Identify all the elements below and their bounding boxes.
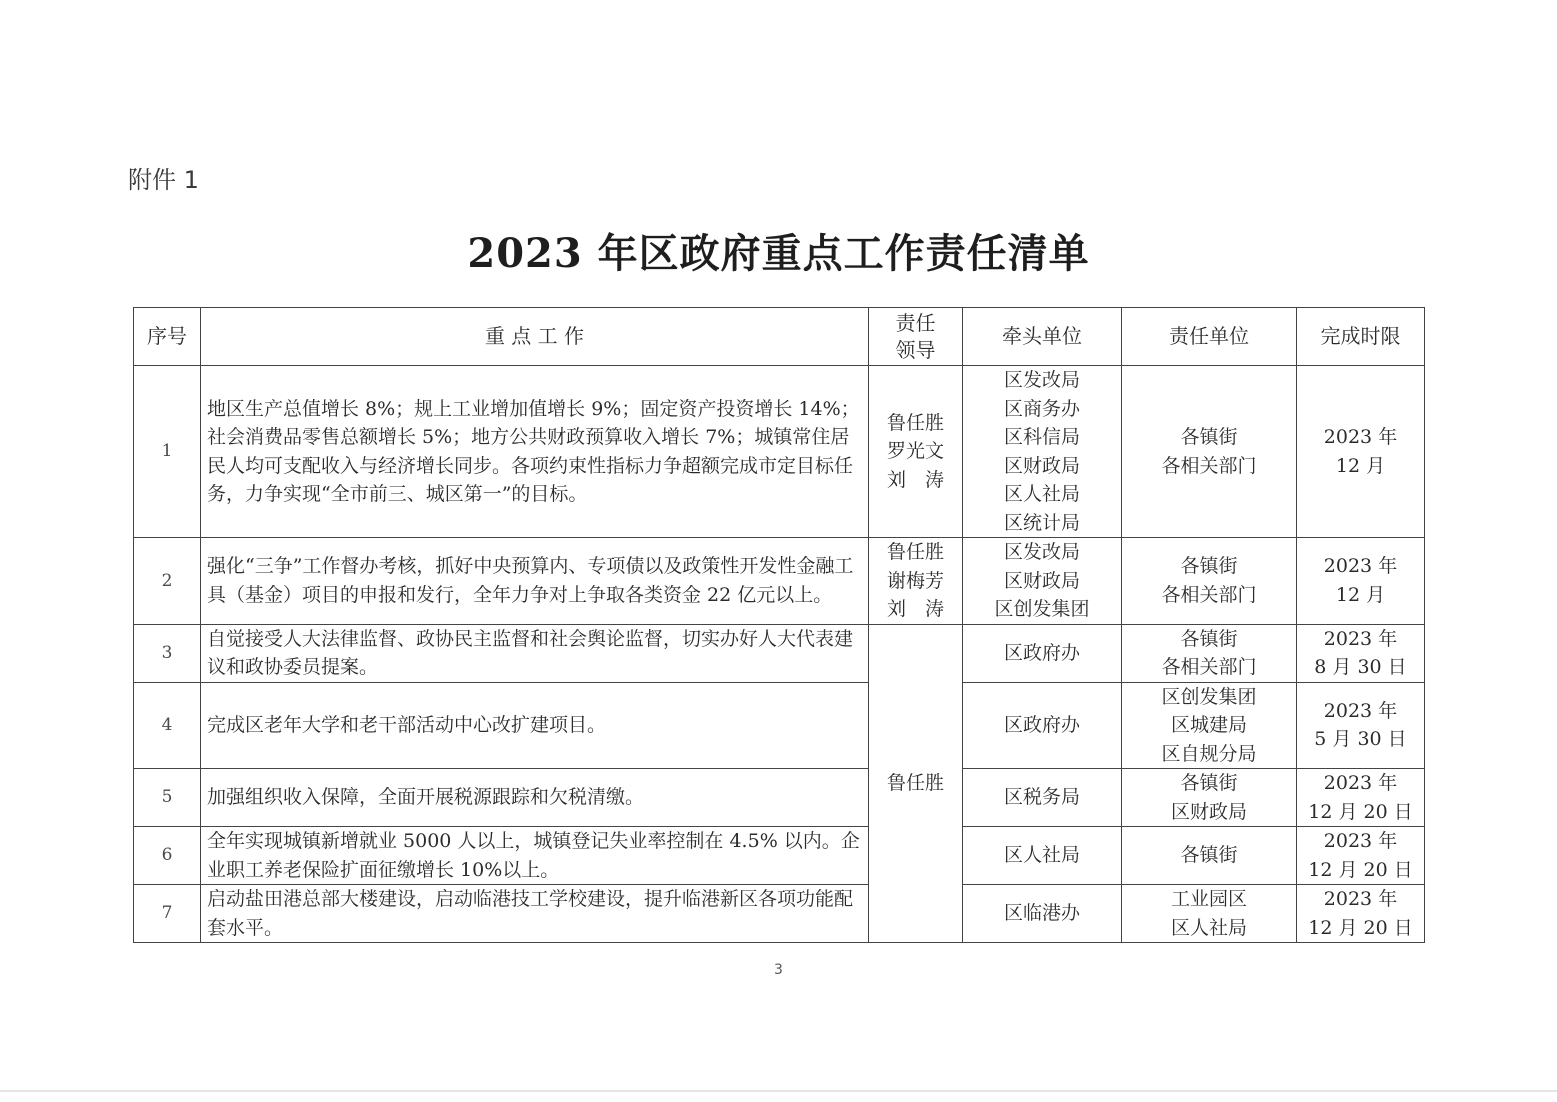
table-row — [134, 366, 1425, 538]
row-deadline: 2023 年 12 月 20 日 — [1297, 769, 1425, 827]
row-work: 加强组织收入保障，全面开展税源跟踪和欠税清缴。 — [201, 769, 869, 827]
document-title: 2023 年区政府重点工作责任清单 — [467, 230, 1090, 277]
row-seq: 5 — [134, 769, 201, 827]
table-row — [134, 827, 1425, 885]
row-lead-unit: 区人社局 — [963, 827, 1122, 885]
bottom-divider — [0, 1090, 1557, 1092]
table-row — [134, 769, 1425, 827]
row-deadline: 2023 年 12 月 — [1297, 538, 1425, 625]
row-deadline: 2023 年 12 月 — [1297, 366, 1425, 538]
header-seq: 序号 — [134, 308, 201, 366]
table-row — [134, 624, 1425, 682]
row-seq: 7 — [134, 885, 201, 943]
row-deadline: 2023 年 12 月 20 日 — [1297, 827, 1425, 885]
row-lead-unit: 区发改局 区财政局 区创发集团 — [963, 538, 1122, 625]
header-resp-unit: 责任单位 — [1122, 308, 1297, 366]
row-seq: 2 — [134, 538, 201, 625]
row-deadline: 2023 年 12 月 20 日 — [1297, 885, 1425, 943]
row-leader: 鲁任胜 谢梅芳 刘 涛 — [869, 538, 963, 625]
row-lead-unit: 区临港办 — [963, 885, 1122, 943]
row-work: 启动盐田港总部大楼建设，启动临港技工学校建设，提升临港新区各项功能配套水平。 — [201, 885, 869, 943]
row-resp-unit: 各镇街 区财政局 — [1122, 769, 1297, 827]
row-lead-unit: 区税务局 — [963, 769, 1122, 827]
row-work: 自觉接受人大法律监督、政协民主监督和社会舆论监督，切实办好人大代表建议和政协委员提案。 — [201, 624, 869, 682]
table-header-row — [134, 308, 1425, 366]
row-resp-unit: 各镇街 — [1122, 827, 1297, 885]
row-resp-unit: 各镇街 各相关部门 — [1122, 624, 1297, 682]
header-work: 重 点 工 作 — [201, 308, 869, 366]
attachment-label: 附件 1 — [128, 166, 199, 194]
row-work: 全年实现城镇新增就业 5000 人以上，城镇登记失业率控制在 4.5% 以内。企业职工养老保险扩面征缴增长 10%以上。 — [201, 827, 869, 885]
row-work: 完成区老年大学和老干部活动中心改扩建项目。 — [201, 682, 869, 769]
row-deadline: 2023 年 5 月 30 日 — [1297, 682, 1425, 769]
table-row — [134, 538, 1425, 625]
header-leader: 责任 领导 — [869, 308, 963, 366]
row-leader-merged: 鲁任胜 — [869, 624, 963, 943]
header-deadline: 完成时限 — [1297, 308, 1425, 366]
row-resp-unit: 各镇街 各相关部门 — [1122, 538, 1297, 625]
table-row — [134, 682, 1425, 769]
row-deadline: 2023 年 8 月 30 日 — [1297, 624, 1425, 682]
row-resp-unit: 区创发集团 区城建局 区自规分局 — [1122, 682, 1297, 769]
row-seq: 1 — [134, 366, 201, 538]
responsibility-table — [133, 307, 1425, 943]
page-number: 3 — [774, 962, 783, 978]
row-work: 地区生产总值增长 8%；规上工业增加值增长 9%；固定资产投资增长 14%；社会消费品零售总额增长 5%；地方公共财政预算收入增长 7%；城镇常住居民人均可支配收入与经济增长同步。各项约束性指标力争超额完成市定目标任务，力争实现“全市前三、城区第一”的目标。 — [201, 366, 869, 538]
row-lead-unit: 区政府办 — [963, 682, 1122, 769]
row-seq: 3 — [134, 624, 201, 682]
row-resp-unit: 工业园区 区人社局 — [1122, 885, 1297, 943]
row-leader: 鲁任胜 罗光文 刘 涛 — [869, 366, 963, 538]
row-lead-unit: 区发改局 区商务办 区科信局 区财政局 区人社局 区统计局 — [963, 366, 1122, 538]
row-seq: 6 — [134, 827, 201, 885]
table-row — [134, 885, 1425, 943]
row-seq: 4 — [134, 682, 201, 769]
row-resp-unit: 各镇街 各相关部门 — [1122, 366, 1297, 538]
header-lead-unit: 牵头单位 — [963, 308, 1122, 366]
row-work: 强化“三争”工作督办考核，抓好中央预算内、专项债以及政策性开发性金融工具（基金）项目的申报和发行，全年力争对上争取各类资金 22 亿元以上。 — [201, 538, 869, 625]
row-lead-unit: 区政府办 — [963, 624, 1122, 682]
